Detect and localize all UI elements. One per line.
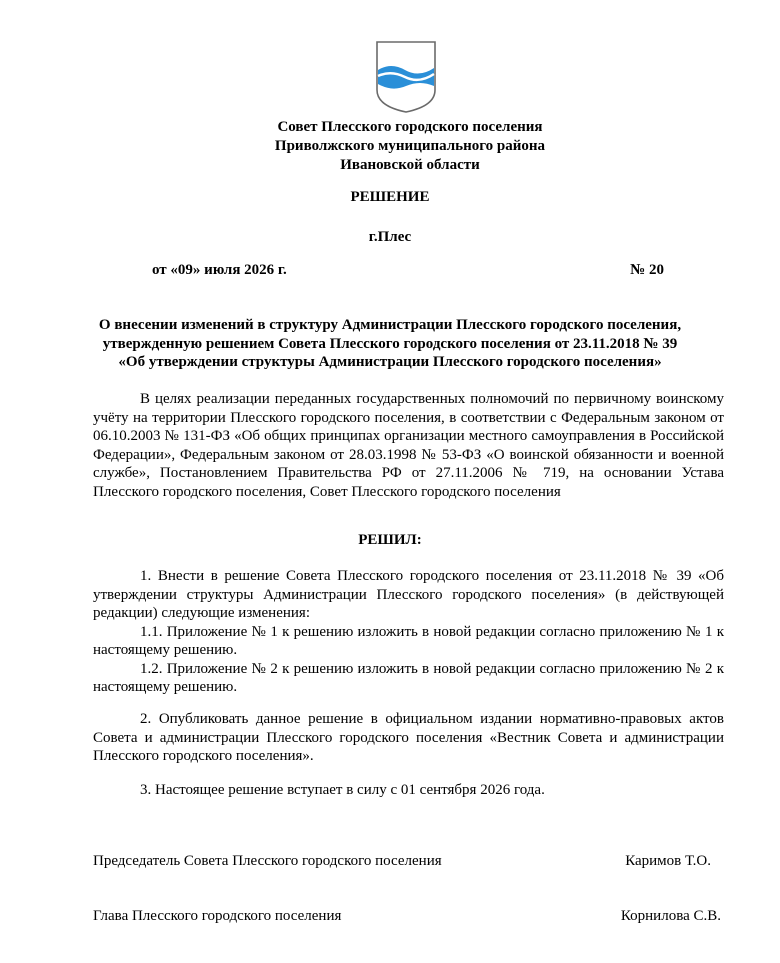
chair-signature-line [93,853,711,870]
preamble-paragraph: В целях реализации переданных государственных полномочий по первичному воинскому учёту на территории Плесского городского поселения, в соответствии с Федеральным законом от 06.10.2003 № 131-ФЗ «Об общих принципах организации местного самоуправления в Российской Федерации», Федеральным законом от 28.03.1998 № 53-ФЗ «О воинской обязанности и военной службе», Постановлением Правительства РФ от 27.11.2006 № 719, на основании Устава Плесского городского поселения, Совет Плесского городского поселения [93,391,724,500]
head-name: Корнилова С.В. [620,908,721,924]
coat-of-arms-icon [375,40,437,114]
chair-name: Каримов Т.О. [625,853,711,869]
preamble-section [93,390,724,501]
issuer-line-2: Приволжского муниципального района [274,138,546,154]
item-2-section [93,710,724,766]
item-1: 1. Внести в решение Совета Плесского городского поселения от 23.11.2018 № 39 «Об утверждении структуры Администрации Плесского городского поселения» (в действующей редакции) следующие изменения: [93,568,724,621]
document-subject [0,316,780,372]
date-number-line [152,262,664,279]
item-2: 2. Опубликовать данное решение в официальном издании нормативно-правовых актов Совета и администрации Плесского городского поселения «Вестник Совета и администрации Плесского городского поселения». [93,711,724,764]
issuer-line-3: Ивановской области [340,157,480,173]
subject-line-3: «Об утверждении структуры Администрации Плесского городского поселения» [118,354,662,370]
document-number: № 20 [630,262,664,278]
document-date: от «09» июля 2026 г. [152,262,287,278]
item-3: 3. Настоящее решение вступает в силу с 01 сентября 2026 года. [140,782,545,798]
city: г.Плес [368,229,412,245]
subject-line-1: О внесении изменений в структуру Администрации Плесского городского поселения, [98,317,682,333]
head-title: Глава Плесского городского поселения [93,908,342,924]
item-3-section [93,781,724,800]
subject-line-2: утвержденную решением Совета Плесского городского поселения от 23.11.2018 № 39 [102,335,678,352]
issuer-header [20,118,780,175]
document-type: РЕШЕНИЕ [350,189,430,205]
head-signature-line [93,908,721,925]
item-1-section [93,567,724,697]
issuer-line-1: Совет Плесского городского поселения [277,119,543,135]
item-1-2: 1.2. Приложение № 2 к решению изложить в новой редакции согласно приложению № 2 к настоящему решению. [93,660,724,695]
decided-heading: РЕШИЛ: [358,532,422,548]
item-1-1: 1.1. Приложение № 1 к решению изложить в новой редакции согласно приложению № 1 к настоящему решению. [93,623,724,658]
chair-title: Председатель Совета Плесского городского поселения [93,853,442,869]
